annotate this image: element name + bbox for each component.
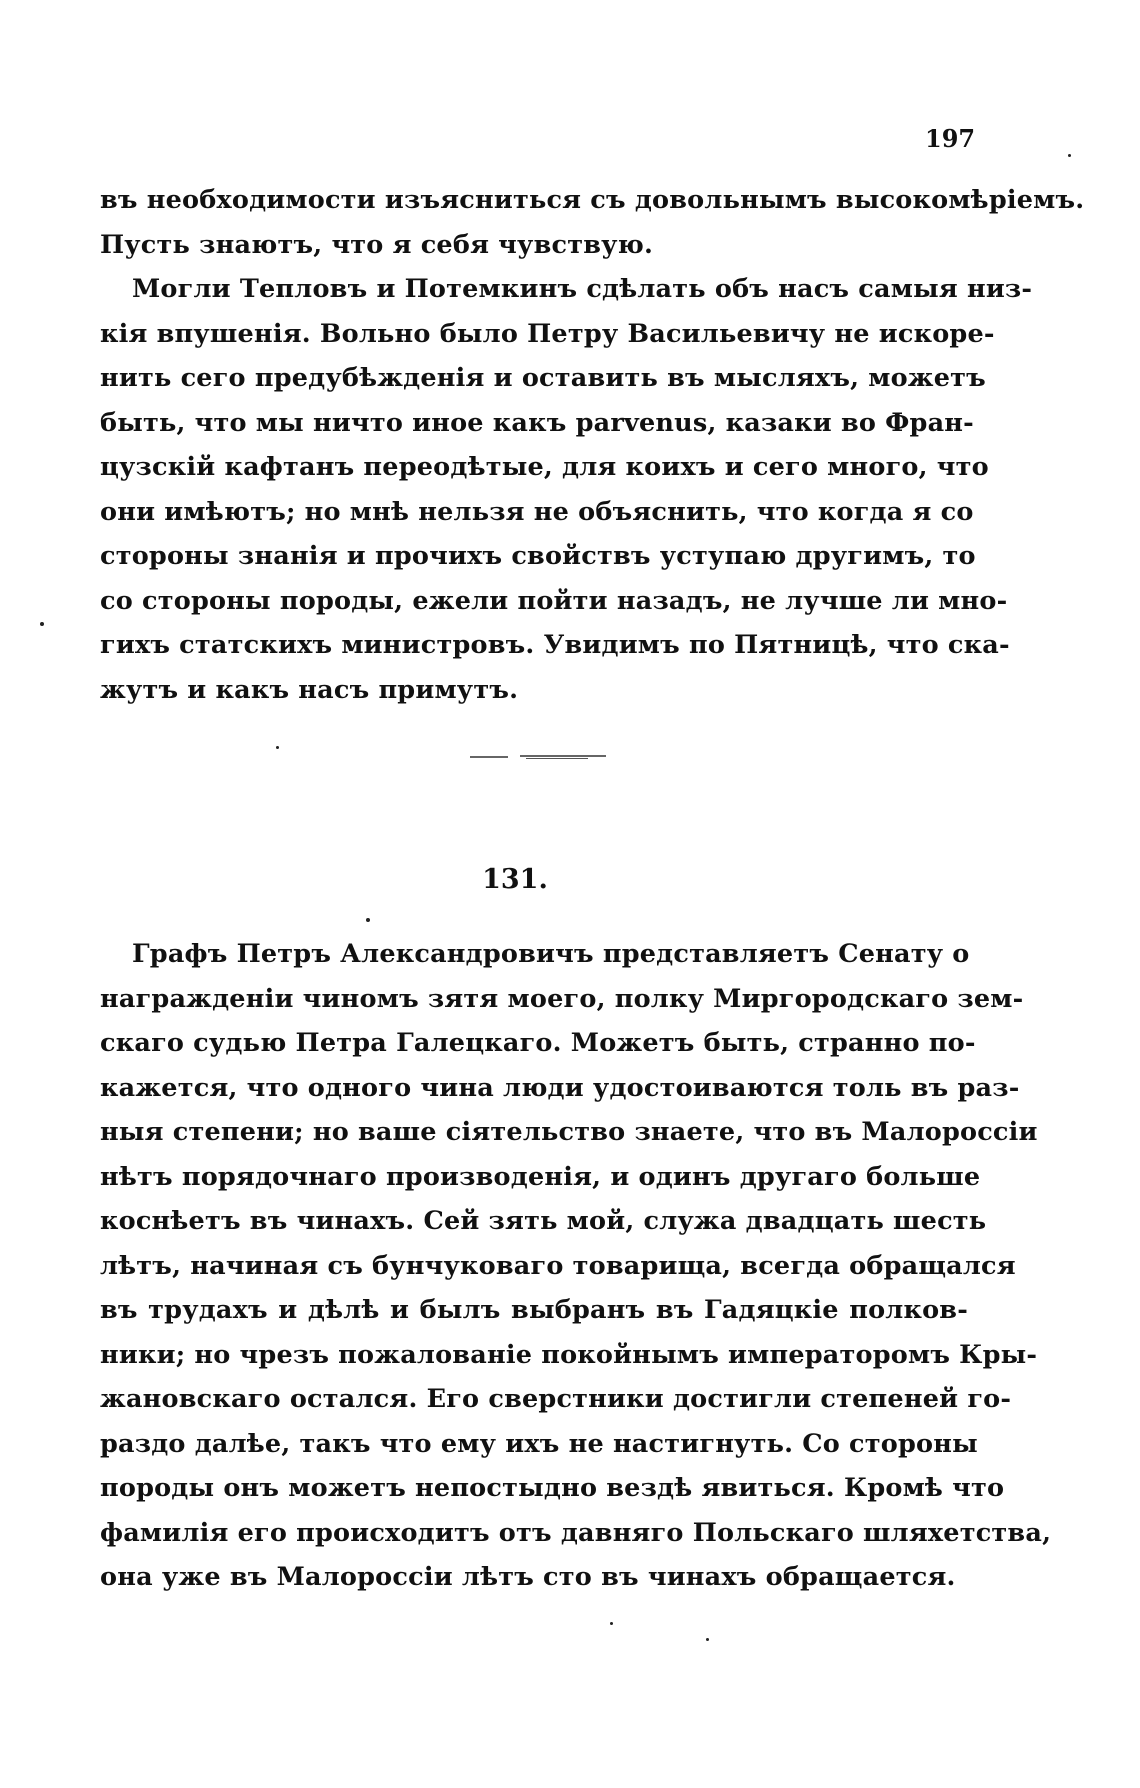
text-line: ники; но чрезъ пожалованіе покойнымъ императоромъ Кры- xyxy=(100,1339,1038,1370)
text-line: со стороны породы, ежели пойти назадъ, не лучше ли мно- xyxy=(100,585,1008,616)
text-line: Пусть знаютъ, что я себя чувствую. xyxy=(100,229,654,260)
text-line: она уже въ Малороссіи лѣтъ сто въ чинахъ обращается. xyxy=(100,1562,956,1592)
text-line: жутъ и какъ насъ примутъ. xyxy=(100,674,519,705)
text-line: кажется, что одного чина люди удостоиваются толь въ раз- xyxy=(100,1072,1020,1103)
text-line: Графъ Петръ Александровичъ представляетъ Сенату о xyxy=(132,939,970,969)
scan-speck xyxy=(366,918,370,922)
text-line: ныя степени; но ваше сіятельство знаете, что въ Малороссіи xyxy=(100,1117,1038,1147)
text-line: они имѣютъ; но мнѣ нельзя не объяснить, что когда я со xyxy=(100,496,974,527)
scan-speck xyxy=(706,1638,709,1641)
text-line: цузскій кафтанъ переодѣтые, для коихъ и сего много, что xyxy=(100,452,989,482)
scan-speck xyxy=(1068,154,1071,157)
text-line: кія впушенія. Вольно было Петру Васильевичу не искоре- xyxy=(100,318,995,349)
text-line: въ трудахъ и дѣлѣ и былъ выбранъ въ Гадяцкіе полков- xyxy=(100,1295,968,1325)
section-number: 131. xyxy=(482,864,548,895)
text-block-letter-end xyxy=(100,178,1085,712)
page-number: 197 xyxy=(925,124,976,153)
scan-speck xyxy=(276,746,279,749)
text-line: нить сего предубѣжденія и оставить въ мысляхъ, можетъ xyxy=(100,363,986,393)
text-line: награжденіи чиномъ зятя моего, полку Миргородскаго зем- xyxy=(100,983,1024,1014)
text-line: коснѣетъ въ чинахъ. Сей зять мой, служа двадцать шесть xyxy=(100,1206,987,1236)
text-line: породы онъ можетъ непостыдно вездѣ явиться. Кромѣ что xyxy=(100,1473,1005,1503)
text-line: фамилія его происходитъ отъ давняго Польскаго шляхетства, xyxy=(100,1517,1052,1548)
text-line: раздо далѣе, такъ что ему ихъ не настигнуть. Со стороны xyxy=(100,1428,978,1459)
text-line: быть, что мы ничто иное какъ parvenus, казаки во Фран- xyxy=(100,407,974,438)
text-line: въ необходимости изъясниться съ довольнымъ высокомѣріемъ. xyxy=(100,185,1085,215)
text-line: жановскаго остался. Его сверстники достигли степеней го- xyxy=(100,1384,1012,1414)
scan-speck xyxy=(40,622,44,626)
scan-speck xyxy=(610,1622,613,1625)
text-line: Могли Тепловъ и Потемкинъ сдѣлать объ насъ самыя низ- xyxy=(132,274,1033,304)
text-line: лѣтъ, начиная съ бунчуковаго товарища, всегда обращался xyxy=(100,1250,1016,1281)
section-separator xyxy=(470,754,606,760)
text-block-letter-131 xyxy=(100,932,1052,1600)
text-line: нѣтъ порядочнаго производенія, и одинъ другаго больше xyxy=(100,1161,981,1192)
text-line: гихъ статскихъ министровъ. Увидимъ по Пятницѣ, что ска- xyxy=(100,630,1010,660)
text-line: скаго судью Петра Галецкаго. Можетъ быть, странно по- xyxy=(100,1028,976,1058)
text-line: стороны знанія и прочихъ свойствъ уступаю другимъ, то xyxy=(100,541,976,571)
